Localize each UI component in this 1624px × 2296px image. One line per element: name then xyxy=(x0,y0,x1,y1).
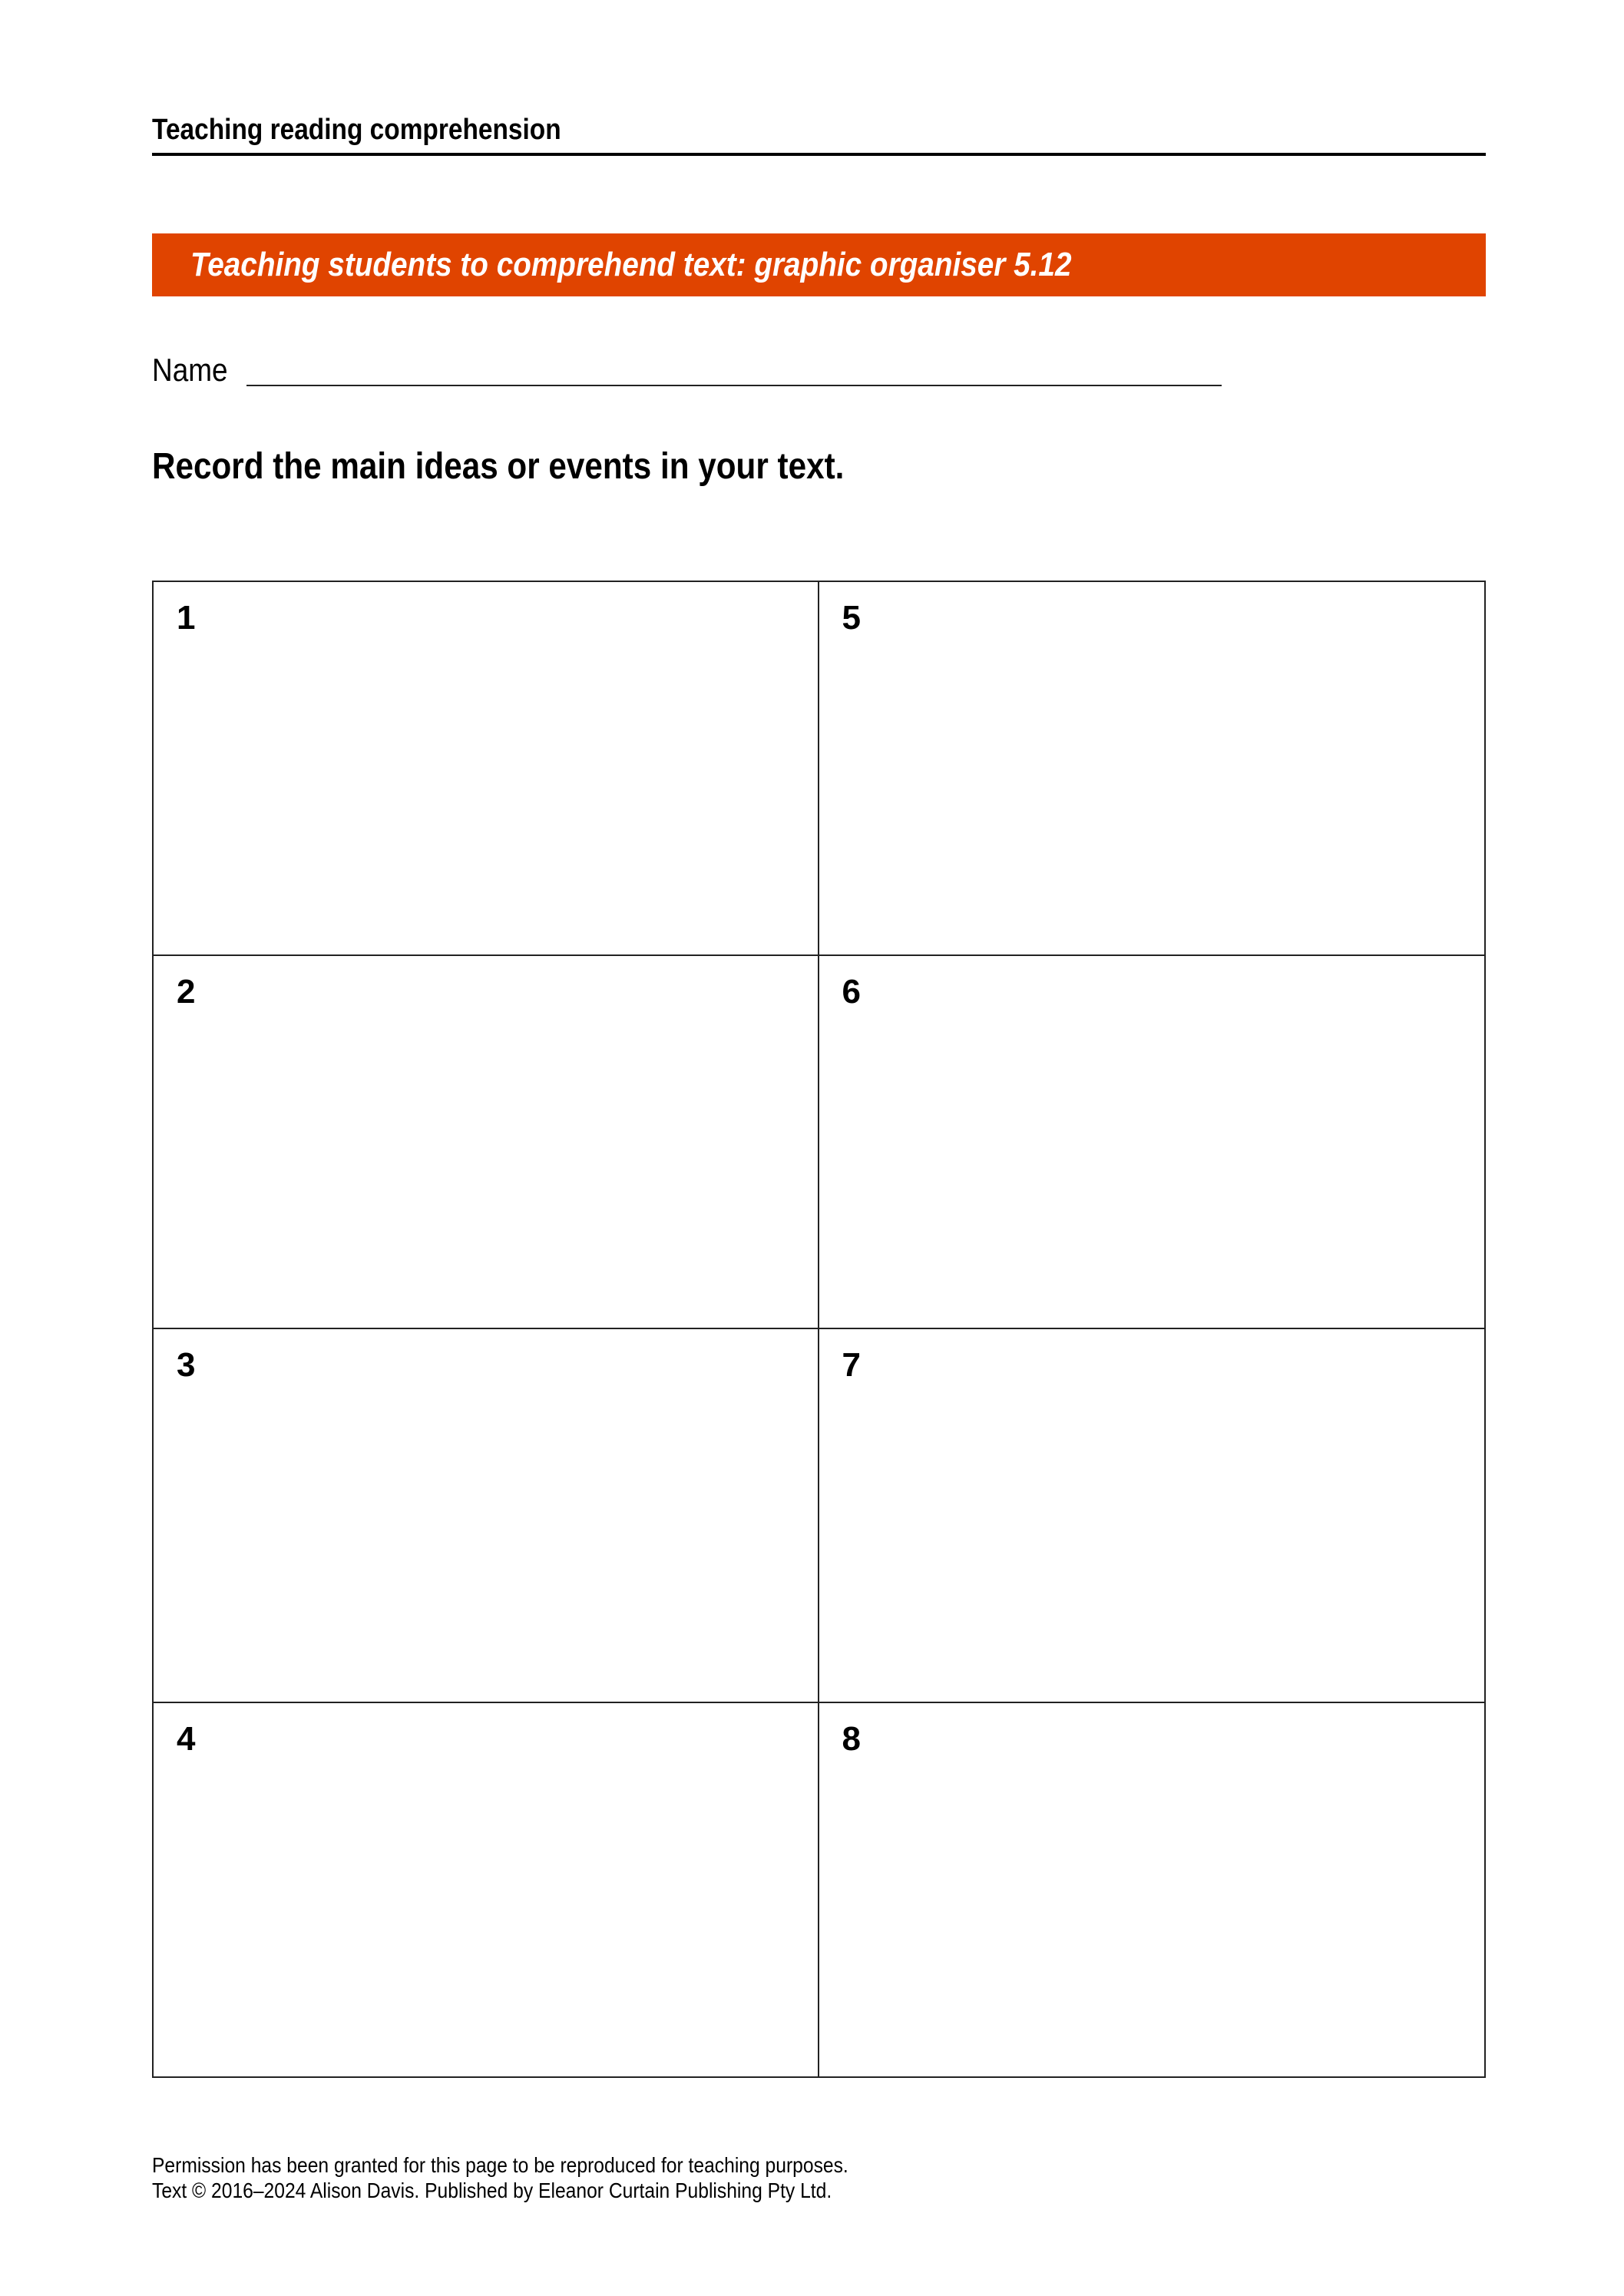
box-number: 6 xyxy=(842,972,861,1011)
idea-box-8[interactable] xyxy=(819,1703,1485,2077)
idea-box-2[interactable] xyxy=(154,956,819,1330)
box-number: 3 xyxy=(177,1346,196,1384)
ideas-grid xyxy=(152,581,1486,2078)
box-number: 4 xyxy=(177,1719,196,1758)
box-number: 2 xyxy=(177,972,196,1011)
copyright-note: Text © 2016–2024 Alison Davis. Published by Eleanor Curtain Publishing Pty Ltd. xyxy=(152,2179,832,2202)
name-label: Name xyxy=(152,352,228,388)
box-number: 7 xyxy=(842,1346,861,1384)
idea-box-4[interactable] xyxy=(154,1703,819,2077)
running-header-text: Teaching reading comprehension xyxy=(152,114,561,146)
running-header xyxy=(152,114,617,147)
idea-box-1[interactable] xyxy=(154,582,819,956)
box-number: 8 xyxy=(842,1719,861,1758)
idea-box-3[interactable] xyxy=(154,1329,819,1703)
permission-note: Permission has been granted for this page to be reproduced for teaching purposes. xyxy=(152,2153,848,2177)
box-number: 1 xyxy=(177,599,196,637)
header-rule xyxy=(152,153,1486,156)
name-input-line[interactable] xyxy=(246,385,1222,386)
idea-box-6[interactable] xyxy=(819,956,1485,1330)
title-banner xyxy=(152,233,1486,296)
idea-box-7[interactable] xyxy=(819,1329,1485,1703)
footer xyxy=(152,2152,943,2203)
idea-box-5[interactable] xyxy=(819,582,1485,956)
banner-title: Teaching students to comprehend text: graphic organiser 5.12 xyxy=(190,246,1072,283)
box-number: 5 xyxy=(842,599,861,637)
instruction-heading: Record the main ideas or events in your text. xyxy=(152,446,845,487)
